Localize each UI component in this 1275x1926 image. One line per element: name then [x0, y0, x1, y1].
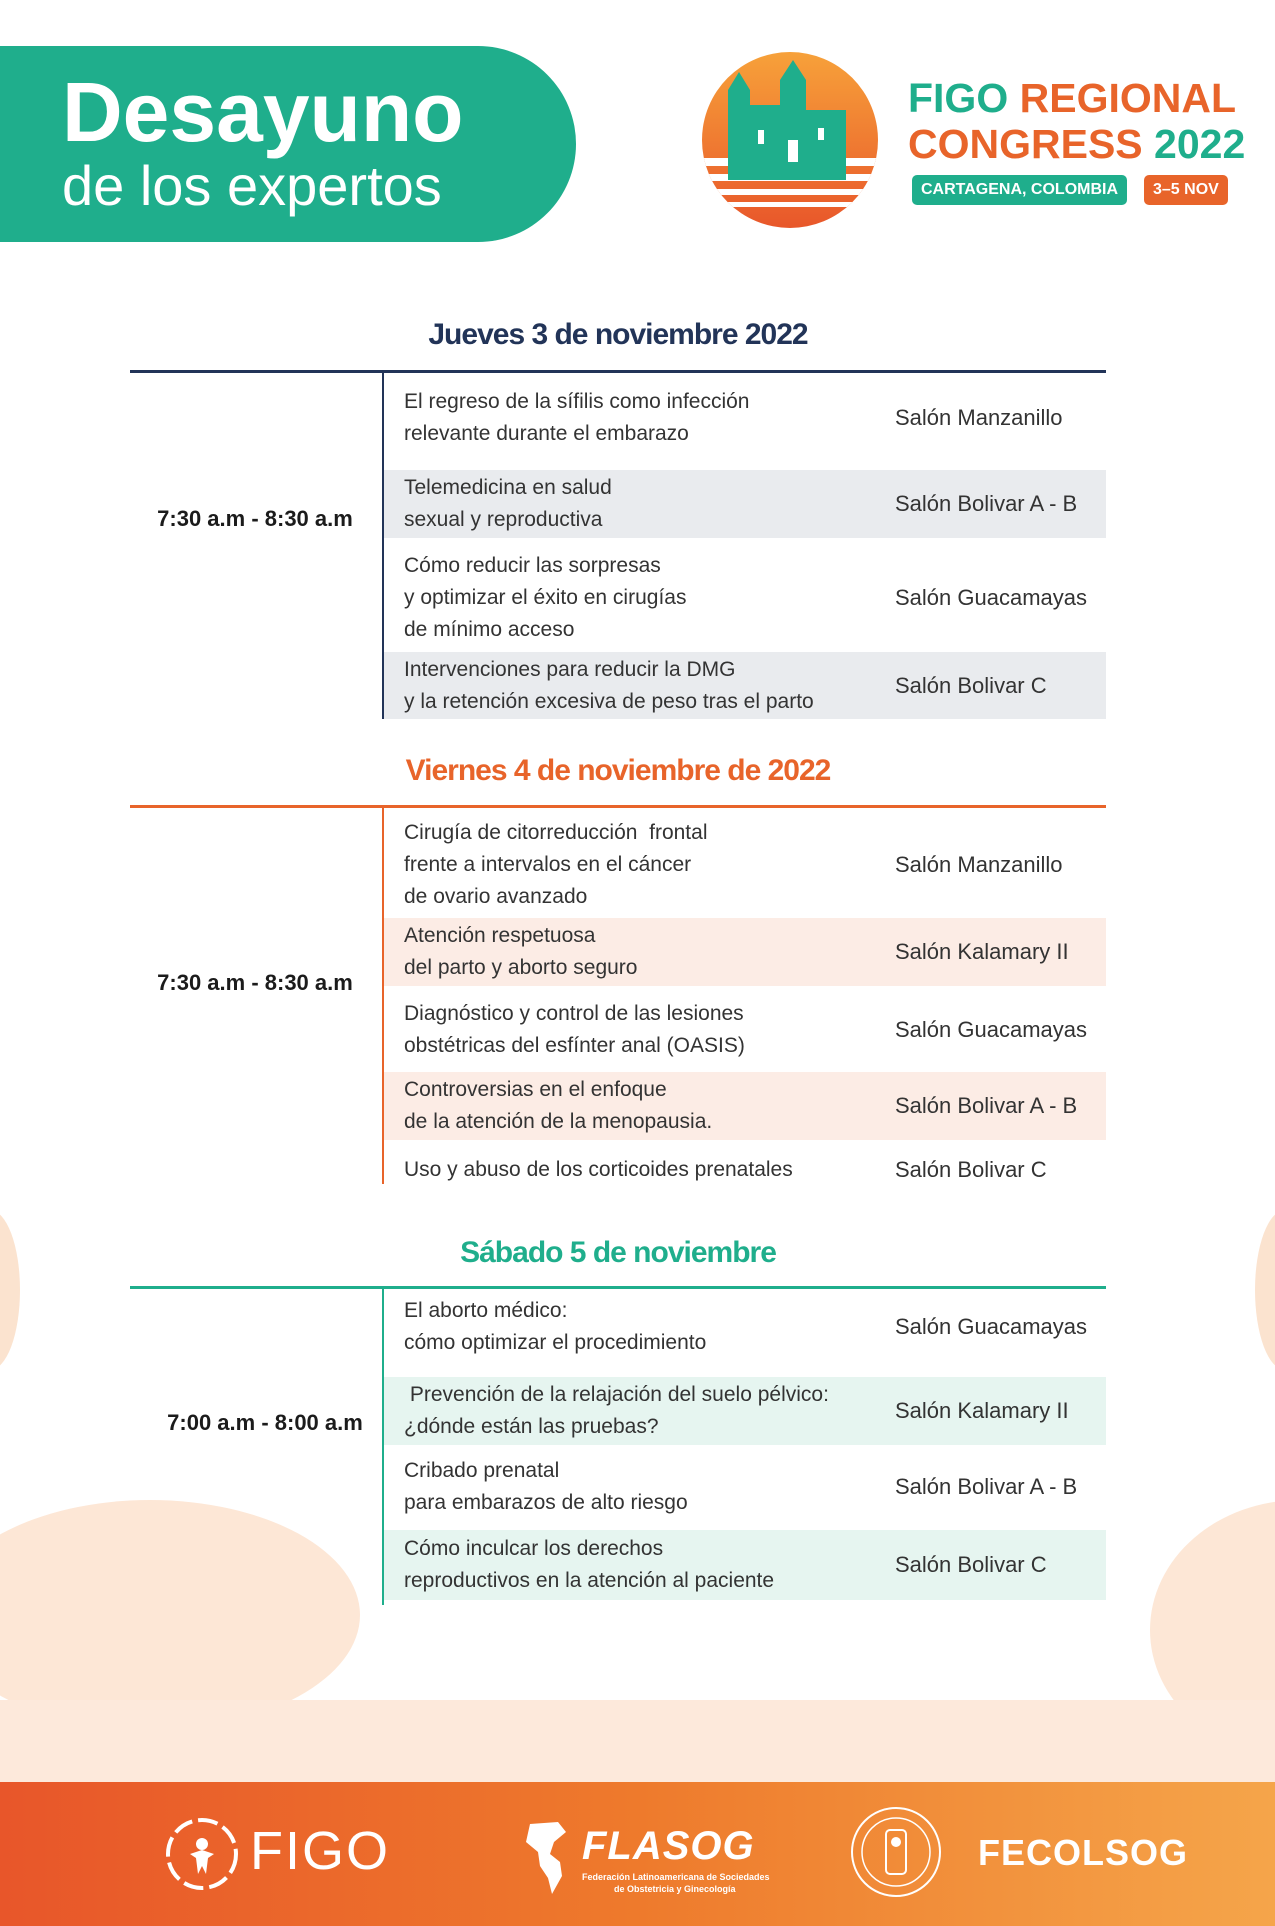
fecolsog-logo-text: FECOLSOG	[978, 1832, 1189, 1873]
session-row	[384, 996, 1106, 1064]
session-topic: El aborto médico: cómo optimizar el procedimiento	[404, 1299, 707, 1354]
session-topic: Cirugía de citorreducción frontal frente a intervalos en el cáncer de ovario avanzado	[404, 821, 708, 908]
figo-logo-icon	[162, 1814, 242, 1894]
session-row	[384, 377, 1106, 459]
session-room: Salón Bolivar A - B	[895, 1474, 1078, 1499]
session-row	[384, 1150, 1106, 1190]
session-row	[384, 1293, 1106, 1361]
session-row	[384, 470, 1106, 538]
session-topic: Diagnóstico y control de las lesiones obstétricas del esfínter anal (OASIS)	[404, 1002, 745, 1057]
session-row	[384, 918, 1106, 986]
day-rule-thursday	[130, 370, 1106, 373]
session-row	[384, 812, 1106, 918]
congress-emblem-icon	[700, 50, 880, 230]
session-topic: Controversias en el enfoque de la atención de la menopausia.	[404, 1078, 713, 1133]
flasog-logo-text: FLASOG	[582, 1824, 755, 1868]
session-topic: Cómo reducir las sorpresas y optimizar el éxito en cirugías de mínimo acceso	[404, 554, 687, 641]
session-row	[384, 1530, 1106, 1600]
time-slot: 7:30 a.m - 8:30 a.m	[157, 970, 353, 995]
day-rule-friday	[130, 805, 1106, 808]
day-title-thursday: Jueves 3 de noviembre 2022	[428, 318, 808, 351]
page-title: Desayuno	[62, 65, 464, 159]
logo-date-badge: 3–5 NOV	[1144, 175, 1228, 205]
session-topic: Intervenciones para reducir la DMG y la retención excesiva de peso tras el parto	[404, 657, 814, 713]
session-topic: Telemedicina en salud sexual y reproductiva	[404, 476, 612, 531]
session-room: Salón Guacamayas	[895, 585, 1087, 610]
decor-blob-left	[0, 1500, 360, 1730]
session-row	[384, 1453, 1106, 1521]
logo-title-line1: FIGO REGIONAL	[908, 75, 1237, 121]
time-slot: 7:30 a.m - 8:30 a.m	[157, 506, 353, 531]
session-room: Salón Manzanillo	[895, 405, 1063, 430]
decor-blob-left-small	[0, 1210, 20, 1370]
session-room: Salón Bolivar C	[895, 1552, 1047, 1577]
time-slot: 7:00 a.m - 8:00 a.m	[167, 1410, 363, 1435]
session-room: Salón Bolivar C	[895, 1157, 1047, 1182]
logo-city-badge: CARTAGENA, COLOMBIA	[912, 175, 1127, 205]
session-topic: El regreso de la sífilis como infección relevante durante el embarazo	[404, 390, 750, 445]
day-title-saturday: Sábado 5 de noviembre	[460, 1236, 776, 1269]
session-topic: Cribado prenatal para embarazos de alto riesgo	[404, 1459, 688, 1514]
page-subtitle: de los expertos	[62, 154, 442, 217]
session-room: Salón Guacamayas	[895, 1314, 1087, 1339]
session-row	[384, 1072, 1106, 1140]
session-room: Salón Kalamary II	[895, 939, 1069, 964]
flasog-subtitle-line2: de Obstetricia y Ginecología	[614, 1884, 736, 1894]
session-room: Salón Kalamary II	[895, 1398, 1069, 1423]
flasog-americas-icon	[520, 1818, 580, 1898]
session-row	[384, 652, 1106, 719]
session-room: Salón Guacamayas	[895, 1017, 1087, 1042]
fecolsog-seal-icon	[848, 1804, 944, 1900]
flasog-subtitle-line1: Federación Latinoamericana de Sociedades	[582, 1872, 770, 1882]
session-row	[384, 544, 1106, 652]
session-topic: Cómo inculcar los derechos reproductivos en la atención al paciente	[404, 1537, 775, 1592]
day-title-friday: Viernes 4 de noviembre de 2022	[405, 754, 831, 787]
session-room: Salón Bolivar C	[895, 672, 1047, 698]
session-room: Salón Bolivar A - B	[895, 1093, 1078, 1118]
decor-blob-right-small	[1255, 1210, 1275, 1370]
session-room: Salón Bolivar A - B	[895, 491, 1078, 516]
session-row	[384, 1377, 1106, 1445]
logo-title-line2: CONGRESS 2022	[908, 121, 1246, 167]
session-topic: Prevención de la relajación del suelo pélvico: ¿dónde están las pruebas?	[404, 1383, 829, 1438]
day-rule-saturday	[130, 1286, 1106, 1289]
figo-logo-text: FIGO	[250, 1821, 390, 1881]
session-room: Salón Manzanillo	[895, 852, 1063, 877]
sponsor-footer	[0, 1782, 1275, 1926]
session-topic: Atención respetuosa del parto y aborto seguro	[404, 924, 638, 979]
session-topic: Uso y abuso de los corticoides prenatales	[404, 1158, 793, 1181]
